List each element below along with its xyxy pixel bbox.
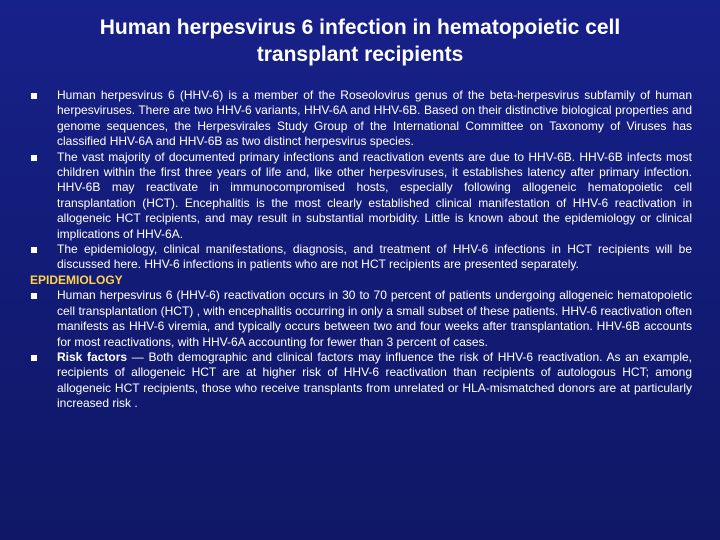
bullet-text: Human herpesvirus 6 (HHV-6) reactivation occurs in 30 to 70 percent of patients undergoing allogeneic hematopoietic cell transplantation (HCT) , with encephalitis occurring in only a small subset of these patients. HHV-6 reactivation often manifests as HHV-6 viremia, and typically occurs between two and four weeks after transplantation. HHV-6B accounts for most reactivations, with HHV-6A accounting for fewer than 3 percent of cases. bbox=[57, 288, 692, 349]
bullet-item bbox=[30, 88, 692, 150]
square-bullet-icon bbox=[31, 93, 37, 99]
slide-title-line-2: transplant recipients bbox=[256, 43, 464, 66]
section-heading-epidemiology: EPIDEMIOLOGY bbox=[30, 272, 123, 287]
square-bullet-icon bbox=[31, 355, 37, 361]
bullet-text: — Both demographic and clinical factors may influence the risk of HHV-6 reactivation. As an example, recipients of allogeneic HCT are at higher risk of HHV-6 reactivation than recipients of autologous HCT; among allogeneic HCT recipients, those who receive transplants from unrelated or HLA-mismatched donors are at particularly increased risk . bbox=[57, 349, 692, 411]
bullet-item bbox=[30, 242, 692, 273]
bullet-text: Human herpesvirus 6 (HHV-6) is a member of the Roseolovirus genus of the beta-herpesvirus subfamily of human herpesviruses. There are two HHV-6 variants, HHV-6A and HHV-6B. Based on their distinctive biological properties and genome sequences, the Herpesvirales Study Group of the International Committee on Taxonomy of Viruses has classified HHV-6A and HHV-6B as two distinct herpesvirus species. bbox=[57, 88, 692, 149]
square-bullet-icon bbox=[31, 247, 37, 253]
square-bullet-icon bbox=[31, 155, 37, 161]
bullet-text: The vast majority of documented primary infections and reactivation events are due to HHV-6B. HHV-6B infects most children within the first three years of life and, like other herpesviruses, it establishes latency after primary infection. HHV-6B may reactivate in immunocompromised hosts, especially following allogeneic hematopoietic cell transplantation (HCT). Encephalitis is the most clearly established clinical manifestation of HHV-6 reactivation in allogeneic HCT recipients, and may result in substantial morbidity. Little is known about the epidemiology or clinical implications of HHV-6A. bbox=[57, 149, 692, 241]
slide-body bbox=[30, 88, 692, 412]
bullet-item bbox=[30, 288, 692, 350]
bullet-item bbox=[30, 350, 692, 412]
risk-factors-label: Risk factors bbox=[57, 349, 128, 364]
bullet-text: The epidemiology, clinical manifestations, diagnosis, and treatment of HHV-6 infections in HCT recipients will be discussed here. HHV-6 infections in patients who are not HCT recipients are presented separately. bbox=[57, 242, 692, 272]
bullet-item bbox=[30, 150, 692, 242]
square-bullet-icon bbox=[31, 293, 37, 299]
slide-title bbox=[20, 14, 700, 68]
slide-title-line-1: Human herpesvirus 6 infection in hematopoietic cell bbox=[99, 16, 621, 39]
